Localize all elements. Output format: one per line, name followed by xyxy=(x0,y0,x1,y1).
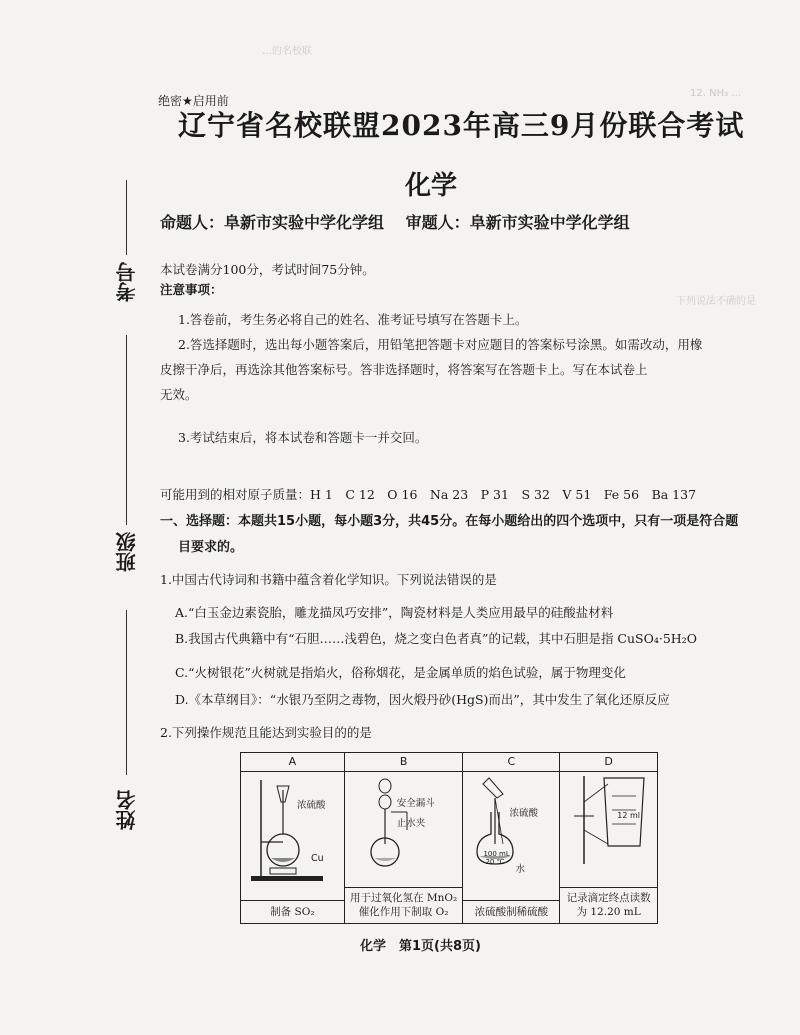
label-100ml: 100 mL xyxy=(483,850,510,858)
label-conc-sulfuric-acid: 浓硫酸 xyxy=(297,800,326,811)
class-line xyxy=(126,335,127,525)
caption-b: 用于过氧化氢在 MnO₂ 催化作用下制取 O₂ xyxy=(345,887,463,923)
column-b xyxy=(345,753,464,923)
note-item: 3.考试结束后，将本试卷和答题卡一并交回。 xyxy=(178,430,428,445)
atomic-masses: 可能用到的相对原子质量：H 1 C 12 O 16 Na 23 P 31 S 32 V 51 Fe 56 Ba 137 xyxy=(160,487,697,502)
reviewer: 审题人：阜新市实验中学化学组 xyxy=(405,213,630,232)
q1-option-c: C.“火树银花”火树就是指焰火，俗称烟花，是金属单质的焰色试验，属于物理变化 xyxy=(175,665,626,680)
label-water-clamp: 止水夹 xyxy=(396,818,426,829)
bleed-text-side2: 下列说法不确的是 xyxy=(676,296,756,307)
caption-d: 记录滴定终点读数为 12.20 mL xyxy=(560,887,657,923)
exam-no-label: 考号 xyxy=(115,262,139,302)
q1-option-d: D.《本草纲目》：“水银乃至阴之毒物，因火煅丹砂(HgS)而出”，其中发生了氧化还原反应 xyxy=(175,692,670,707)
column-letter: D xyxy=(560,753,657,772)
caption-a: 制备 SO₂ xyxy=(241,900,344,923)
bleed-text-side1: 12. NH₃ … xyxy=(690,88,742,99)
column-letter: C xyxy=(463,753,559,772)
q1-option-b: B.我国古代典籍中有“石胆……浅碧色，烧之变白色者真”的记载，其中石胆是指 CuSO₄·5H₂O xyxy=(175,631,697,646)
column-d xyxy=(560,753,657,923)
apparatus-a-drawing xyxy=(241,772,344,884)
secret-mark: 绝密★启用前 xyxy=(158,94,229,108)
authors-line xyxy=(160,210,646,233)
page-footer: 化学 第1页(共8页) xyxy=(360,939,481,954)
notes-title: 注意事项： xyxy=(160,282,223,297)
q1-option-a: A.“白玉金边素瓷胎，雕龙描凤巧安排”，陶瓷材料是人类应用最早的硅酸盐材料 xyxy=(175,605,614,620)
note-item: 2.答选择题时，选出每小题答案后，用铅笔把答题卡对应题目的答案标号涂黑。如需改动，用橡 xyxy=(178,337,703,352)
class-label: 班级 xyxy=(115,532,139,572)
bleed-text-top: …的名校联 xyxy=(262,46,312,57)
name-line xyxy=(126,610,127,775)
label-20c: 20 ℃ xyxy=(485,858,505,866)
label-safety-funnel: 安全漏斗 xyxy=(396,798,435,809)
intro-text: 本试卷满分100分，考试时间75分钟。 xyxy=(160,262,375,277)
apparatus-c-drawing xyxy=(463,772,559,872)
apparatus-d-drawing xyxy=(560,772,657,872)
name-label: 姓名 xyxy=(115,790,139,830)
column-c xyxy=(463,753,560,923)
section-heading: 一、选择题：本题共15小题，每小题3分，共45分。在每小题给出的四个选项中，只有一项是符合题 xyxy=(160,514,739,529)
note-item: 皮擦干净后，再选涂其他答案标号。答非选择题时，将答案写在答题卡上。写在本试卷上 xyxy=(160,362,648,377)
q2-stem: 2.下列操作规范且能达到实验目的的是 xyxy=(160,725,372,740)
caption-c: 浓硫酸制稀硫酸 xyxy=(463,900,559,923)
note-item: 无效。 xyxy=(160,387,198,402)
column-a xyxy=(241,753,345,923)
label-copper: Cu xyxy=(311,853,324,864)
exam-title: 辽宁省名校联盟2023年高三9月份联合考试 xyxy=(178,109,745,142)
column-letter: B xyxy=(345,753,463,772)
label-conc-sulfuric-acid: 浓硫酸 xyxy=(509,808,538,819)
column-letter: A xyxy=(241,753,344,772)
label-12ml: 12 ml xyxy=(617,811,640,820)
q2-apparatus-table xyxy=(240,752,658,924)
exam-no-line xyxy=(126,180,127,255)
label-water: 水 xyxy=(515,864,525,875)
note-item: 1.答卷前，考生务必将自己的姓名、准考证号填写在答题卡上。 xyxy=(178,312,528,327)
section-heading-cont: 目要求的。 xyxy=(178,540,244,555)
subject-title: 化学 xyxy=(405,171,458,201)
q1-stem: 1.中国古代诗词和书籍中蕴含着化学知识。下列说法错误的是 xyxy=(160,572,497,587)
author: 命题人：阜新市实验中学化学组 xyxy=(160,213,385,232)
